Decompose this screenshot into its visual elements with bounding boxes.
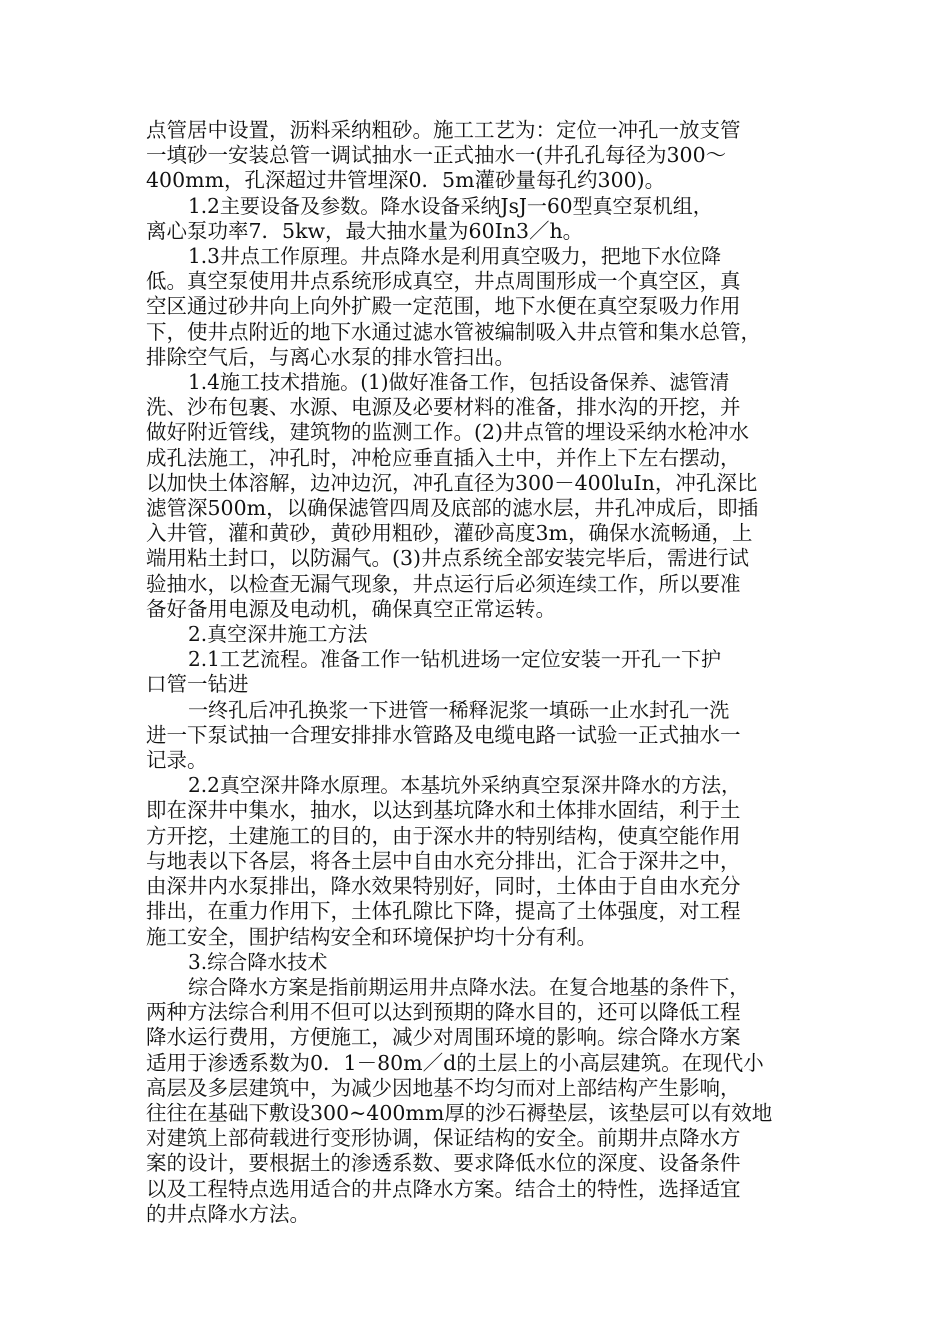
text-line: 备好备用电源及电动机，确保真空正常运转。	[146, 596, 556, 621]
document-body	[146, 118, 810, 1227]
text-line: 1.4施工技术措施。(1)做好准备工作，包括设备保养、滤管清	[188, 370, 730, 395]
text-line: 一填砂一安装总管一调试抽水一正式抽水一(井孔孔每径为300～	[146, 143, 727, 168]
text-line: 高层及多层建筑中，为减少因地基不均匀而对上部结构产生影响，	[146, 1075, 741, 1100]
text-line: 施工安全，围护结构安全和环境保护均十分有利。	[146, 924, 597, 949]
text-line: 与地表以下各层，将各土层中自由水充分排出，汇合于深井之中，	[146, 848, 741, 873]
text-line: 方开挖，土建施工的目的，由于深水井的特别结构，使真空能作用	[146, 823, 741, 848]
text-line: 以加快土体溶解，边冲边沉，冲孔直径为300－400luIn，冲孔深比	[146, 470, 758, 495]
text-line: 400mm，孔深超过井管埋深0．5m灌砂量每孔约300)。	[146, 168, 666, 193]
text-line: 点管居中设置，沥料采纳粗砂。施工工艺为：定位一冲孔一放支管	[146, 118, 741, 142]
text-line: 1.2主要设备及参数。降水设备采纳JsJ一60型真空泵机组，	[188, 193, 713, 218]
text-line: 以及工程特点选用适合的井点降水方案。结合土的特性，选择适宜	[146, 1176, 741, 1201]
text-line: 低。真空泵使用井点系统形成真空，井点周围形成一个真空区，真	[146, 269, 741, 294]
text-line: 案的设计，要根据土的渗透系数、要求降低水位的深度、设备条件	[146, 1151, 741, 1176]
text-line: 端用粘土封口，以防漏气。(3)井点系统全部安装完毕后，需进行试	[146, 546, 750, 571]
text-line: 入井管，灌和黄砂，黄砂用粗砂，灌砂高度3m，确保水流畅通，上	[146, 521, 753, 546]
text-line: 两种方法综合利用不但可以达到预期的降水目的，还可以降低工程	[146, 1000, 741, 1025]
text-line: 对建筑上部荷载进行变形协调，保证结构的安全。前期井点降水方	[146, 1126, 741, 1151]
text-line: 适用于渗透系数为0．1－80m／d的土层上的小高层建筑。在现代小	[146, 1050, 764, 1075]
text-line: 一终孔后冲孔换浆一下进管一稀释泥浆一填砾一止水封孔一洗	[188, 697, 730, 722]
text-line: 洗、沙布包裹、水源、电源及必要材料的准备，排水沟的开挖，并	[146, 395, 741, 420]
text-line: 2.真空深井施工方法	[188, 622, 368, 647]
text-line: 验抽水，以检查无漏气现象，井点运行后必须连续工作，所以要准	[146, 571, 741, 596]
text-line: 1.3井点工作原理。井点降水是利用真空吸力，把地下水位降	[188, 244, 722, 269]
text-line: 由深井内水泵排出，降水效果特别好，同时，土体由于自由水充分	[146, 874, 741, 899]
text-line: 即在深井中集水，抽水，以达到基坑降水和土体排水固结，利于土	[146, 798, 741, 823]
text-line: 滤管深500m，以确保滤管四周及底部的滤水层，井孔冲成后，即插	[146, 496, 759, 521]
text-line: 记录。	[146, 748, 208, 773]
text-line: 2.2真空深井降水原理。本基坑外采纳真空泵深井降水的方法，	[188, 773, 742, 798]
text-line: 成孔法施工，冲孔时，冲枪应垂直插入土中，并作上下左右摆动，	[146, 445, 741, 470]
text-line: 进一下泵试抽一合理安排排水管路及电缆电路一试验一正式抽水一	[146, 722, 741, 747]
text-line: 2.1工艺流程。准备工作一钻机进场一定位安装一开孔一下护	[188, 647, 722, 672]
text-line: 降水运行费用，方便施工，减少对周围环境的影响。综合降水方案	[146, 1025, 741, 1050]
text-line: 口管一钻进	[146, 672, 249, 697]
text-line: 综合降水方案是指前期运用井点降水法。在复合地基的条件下，	[188, 974, 750, 999]
text-line: 的井点降水方法。	[146, 1201, 310, 1226]
text-line: 往往在基础下敷设300~400mm厚的沙石褥垫层，该垫层可以有效地	[146, 1100, 773, 1125]
text-line: 做好附近管线，建筑物的监测工作。(2)井点管的埋设采纳水枪冲水	[146, 420, 750, 445]
text-line: 排出，在重力作用下，土体孔隙比下降，提高了土体强度，对工程	[146, 899, 741, 924]
text-line: 3.综合降水技术	[188, 949, 328, 974]
text-line: 排除空气后，与离心水泵的排水管扫出。	[146, 344, 515, 369]
text-line: 空区通过砂井向上向外扩殿一定范围，地下水便在真空泵吸力作用	[146, 294, 741, 319]
text-line: 下，使井点附近的地下水通过滤水管被编制吸入井点管和集水总管，	[146, 319, 761, 344]
text-line: 离心泵功率7．5kw，最大抽水量为60In3／h。	[146, 218, 584, 243]
